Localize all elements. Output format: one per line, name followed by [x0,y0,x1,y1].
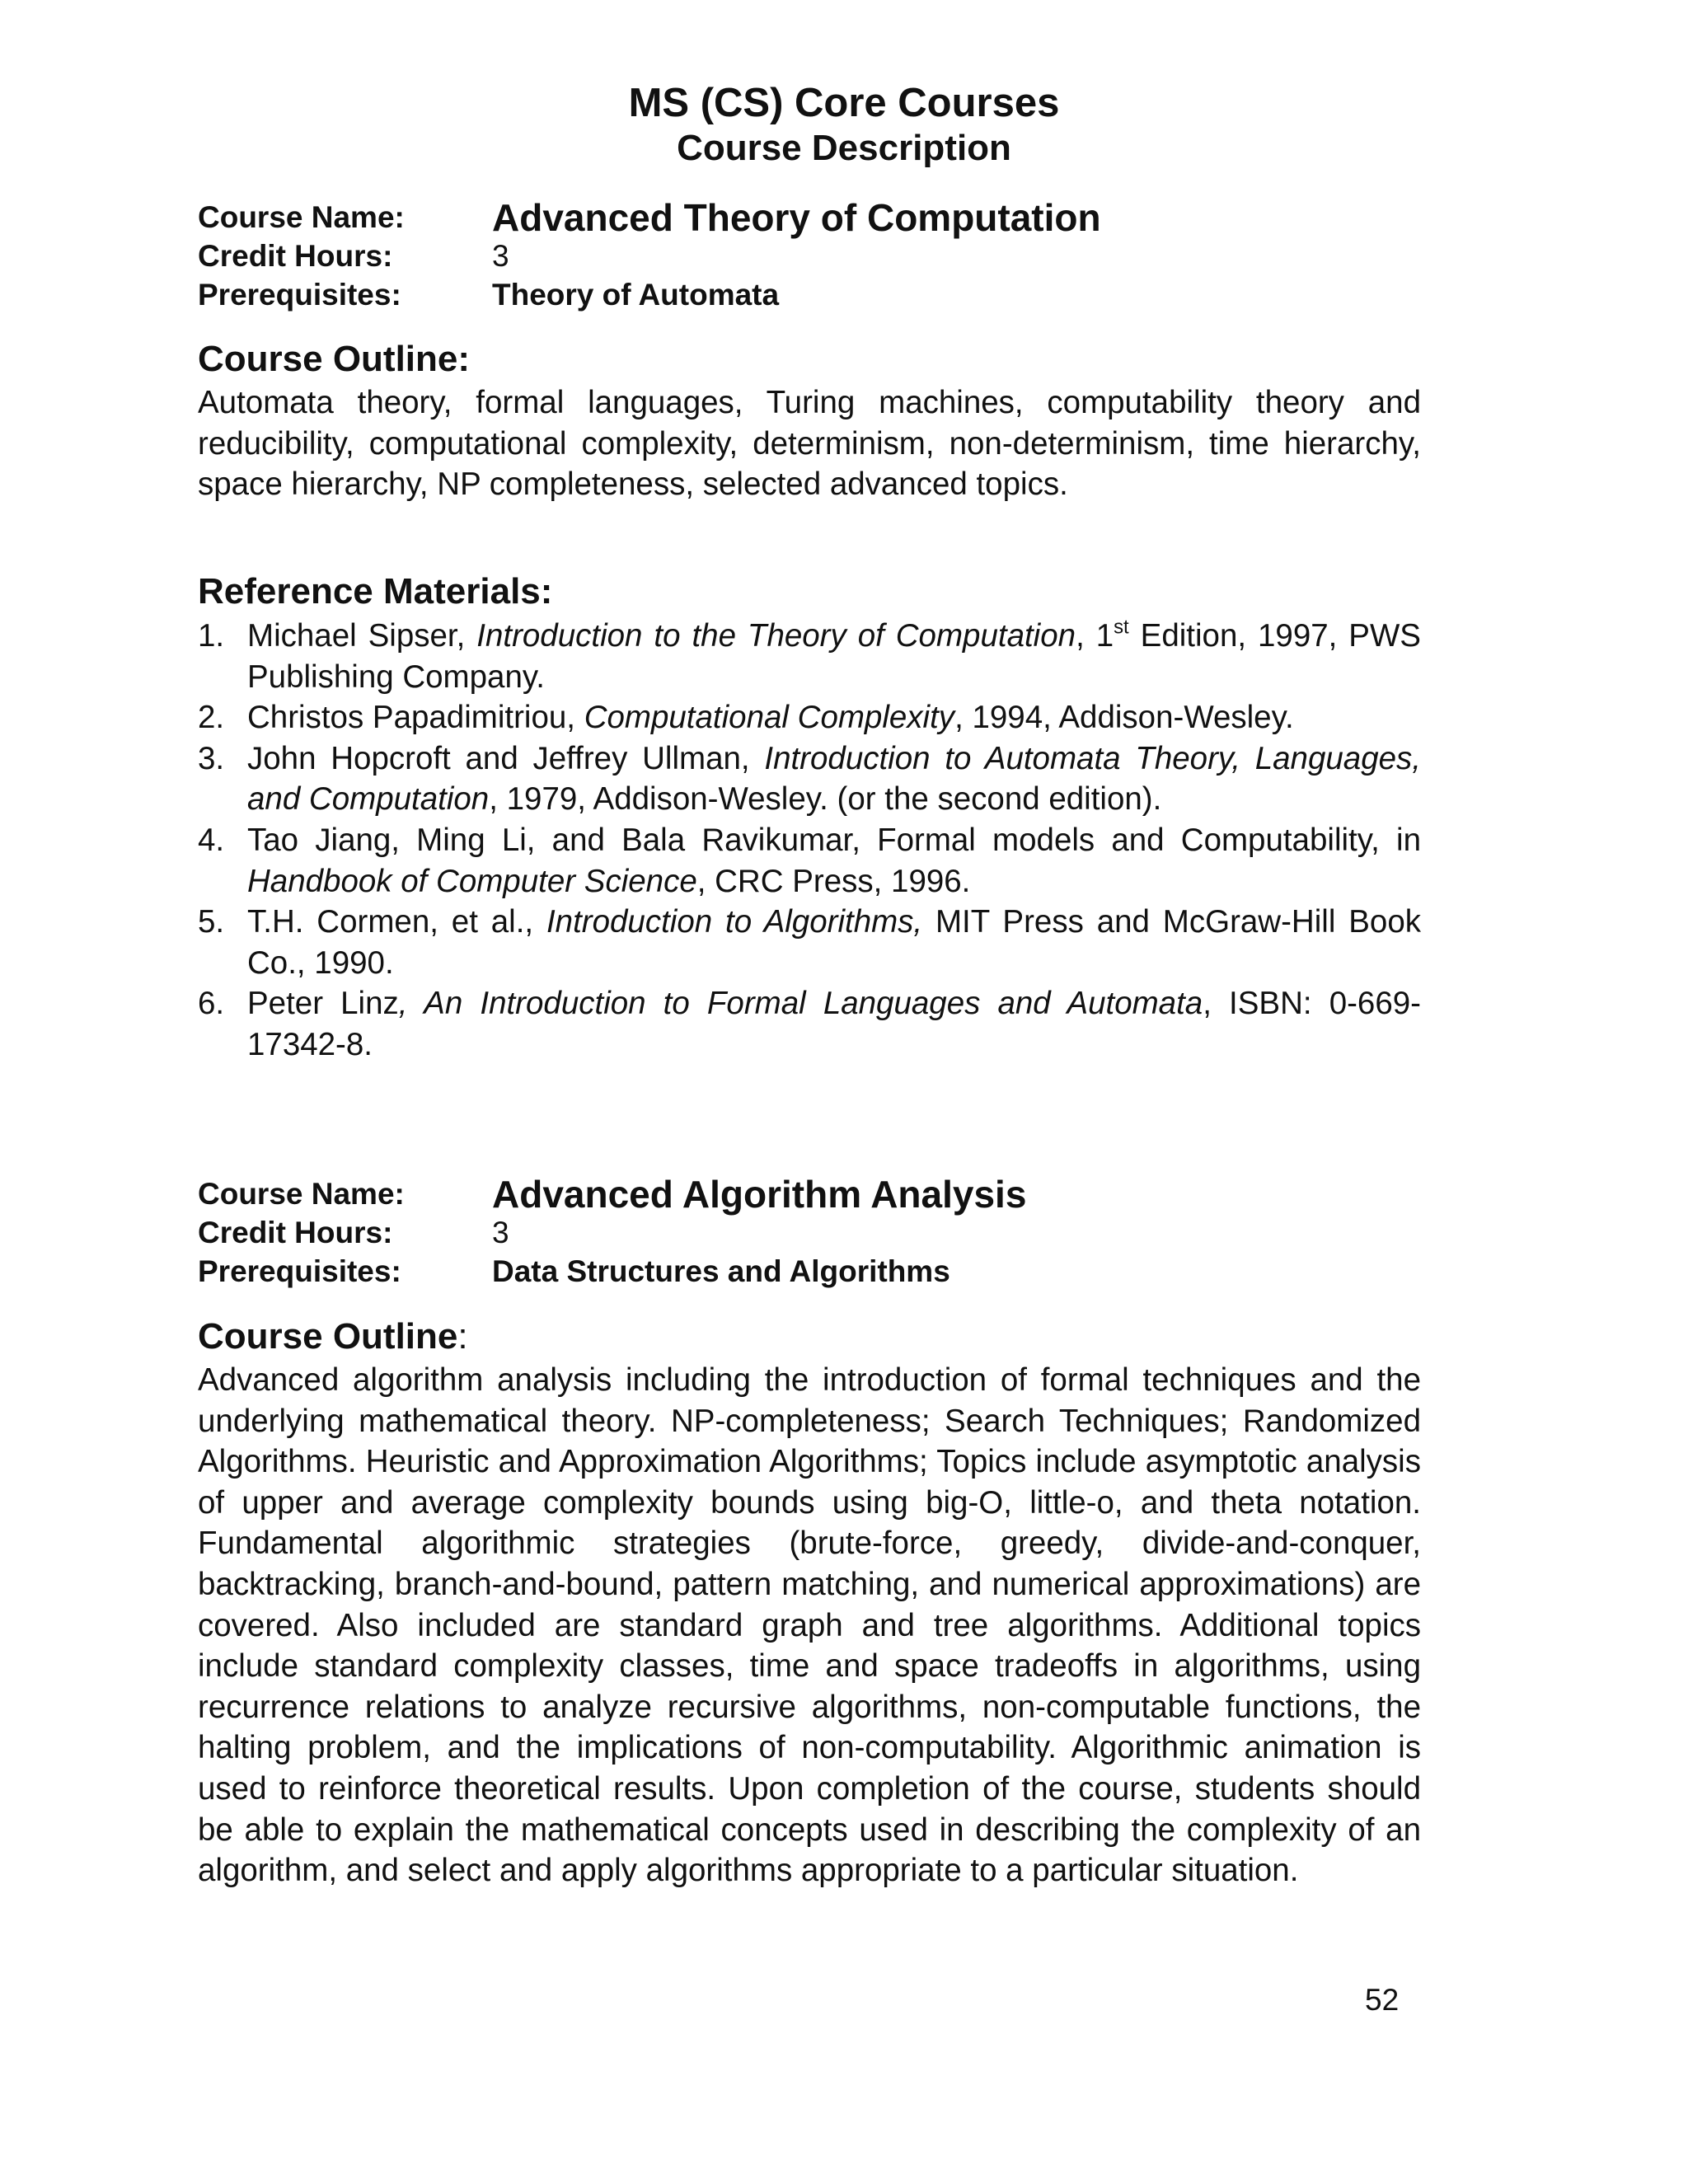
course-outline-text: Automata theory, formal languages, Turing machines, computability theory and reducibility, computational complexity, determinism, non-determinism, time hierarchy, space hierarchy, NP completeness, selected advanced topics. [198,385,1421,503]
prerequisites-value: Data Structures and Algorithms [492,1254,950,1288]
page-number: 52 [1365,1983,1400,2017]
page-subtitle: Course Description [677,128,1011,168]
reference-item: 6. Peter Linz, An Introduction to Formal Languages and Automata, ISBN: 0-669-17342-8. [198,986,1421,1062]
credit-hours-value: 3 [492,1216,509,1249]
reference-item: 2. Christos Papadimitriou, Computational Complexity, 1994, Addison-Wesley. [198,700,1294,736]
reference-item: 4. Tao Jiang, Ming Li, and Bala Ravikumar, Formal models and Computability, in Handbook of Computer Science, CRC Press, 1996. [198,822,1421,899]
prerequisites-value: Theory of Automata [492,278,780,312]
reference-item: 1. Michael Sipser, Introduction to the Theory of Computation, 1st Edition, 1997, PWS Publishing Company. [198,616,1421,695]
credit-hours-value: 3 [492,239,509,273]
prerequisites-label: Prerequisites: [198,278,401,312]
credit-hours-label: Credit Hours: [198,239,393,273]
course-name-label: Course Name: [198,200,405,234]
course-name: Advanced Algorithm Analysis [492,1173,1027,1216]
reference-materials-heading: Reference Materials: [198,571,553,612]
prerequisites-label: Prerequisites: [198,1254,401,1288]
reference-item: 3. John Hopcroft and Jeffrey Ullman, Introduction to Automata Theory, Languages, and Computation, 1979, Addison-Wesley. (or the second edition). [198,740,1421,818]
course-outline-heading: Course Outline: [198,339,471,379]
course-outline-heading: Course Outline: [198,1316,468,1357]
credit-hours-label: Credit Hours: [198,1216,393,1249]
course-name-label: Course Name: [198,1177,405,1211]
reference-list [198,616,1421,1066]
reference-item: 5. T.H. Cormen, et al., Introduction to Algorithms, MIT Press and McGraw-Hill Book Co., 1990. [198,904,1421,981]
page-title: MS (CS) Core Courses [628,81,1060,125]
course-name: Advanced Theory of Computation [492,196,1101,239]
course-outline-text: Advanced algorithm analysis including the introduction of formal techniques and the underlying mathematical theory. NP-completeness; Search Techniques; Randomized Algorithms. Heuristic and Approximation Algorithms; Topics include asymptotic analysis of upper and average complexity bounds using big-O, little-o, and theta notation. Fundamental algorithmic strategies (brute-force, greedy, divide-and-conquer, backtracking, branch-and-bound, pattern matching, and numerical approximations) are covered. Also included are standard graph and tree algorithms. Additional topics include standard complexity classes, time and space tradeoffs in algorithms, using recurrence relations to analyze recursive algorithms, non-computable functions, the halting problem, and the implications of non-computability. Algorithmic animation is used to reinforce theoretical results. Upon completion of the course, students should be able to explain the mathematical concepts used in describing the complexity of an algorithm, and select and apply algorithms appropriate to a particular situation. [198,1362,1421,1889]
